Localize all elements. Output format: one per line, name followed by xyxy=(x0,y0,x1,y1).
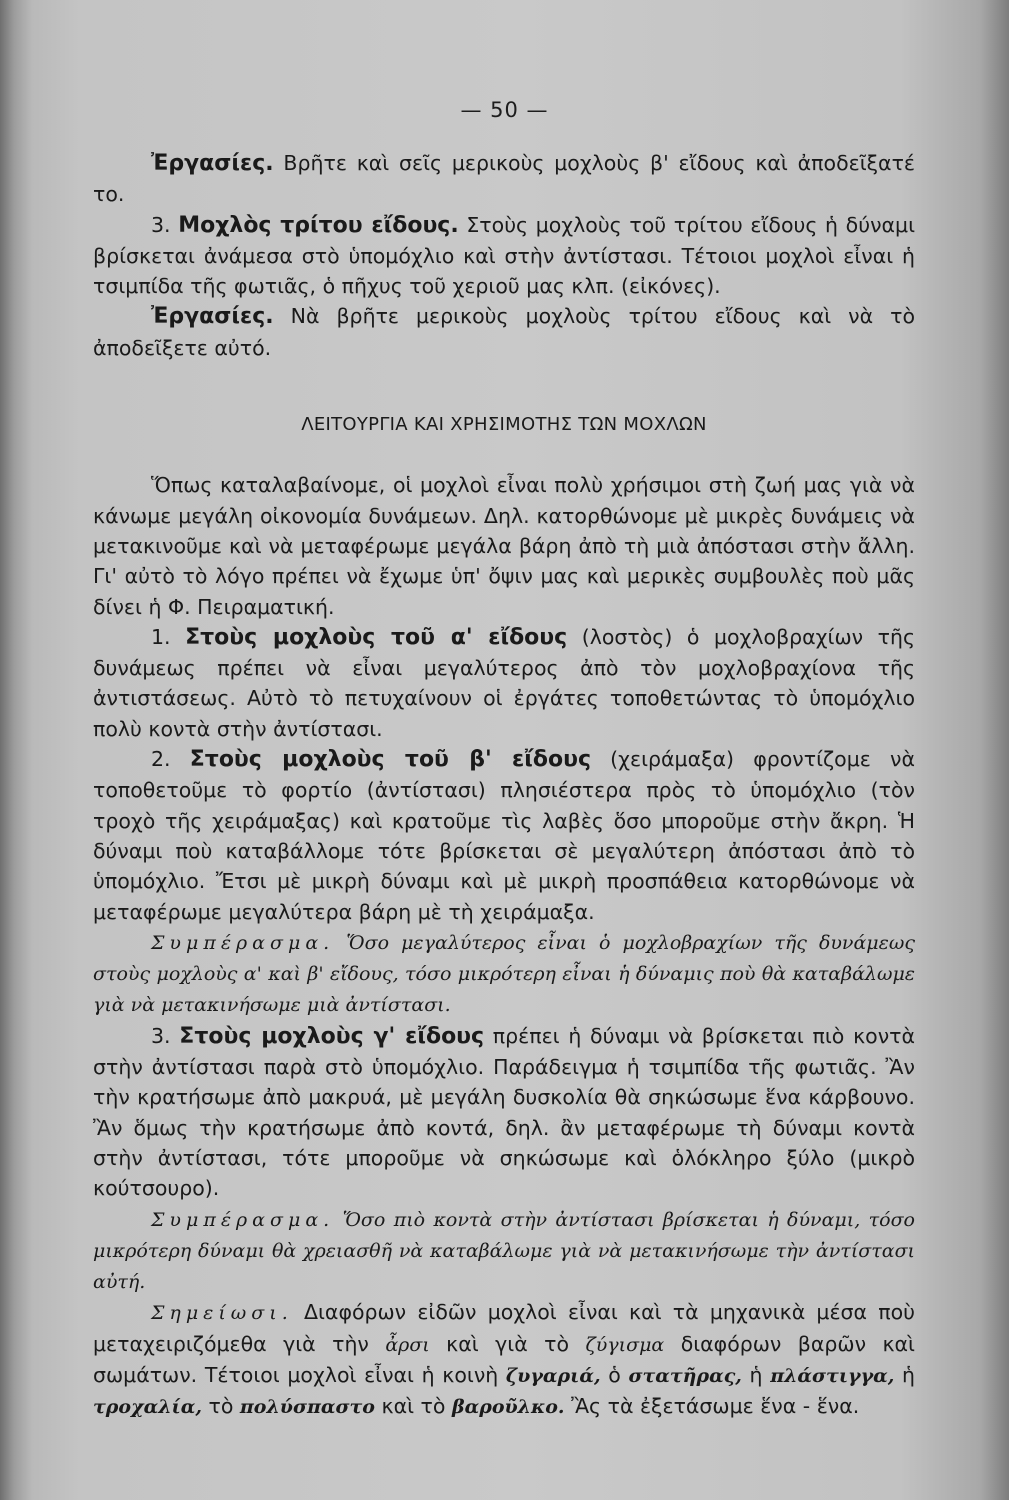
item-number: 3. xyxy=(151,212,179,237)
paragraph-text: ὁ xyxy=(600,1362,629,1387)
conclusion-text: Ὅσο πιὸ κοντὰ στὴν ἀντίστασι βρίσκεται ἡ δύναμι, τόσο μικρότερη δύναμι θὰ χρειασθῆ νὰ καταβάλωμε γιὰ νὰ μετακινήσωμε τὴν ἀντίστασι αὐτή. xyxy=(93,1208,915,1294)
paragraph-text: καὶ τὸ xyxy=(374,1394,452,1419)
paragraph-text: (λοστὸς) ὁ μοχλοβραχίων τῆς δυνάμεως πρέπει νὰ εἶναι μεγαλύτερος ἀπὸ τὸν μοχλοβραχίονα τῆς ἀντιστάσεως. Αὐτὸ τὸ πετυχαίνουν οἱ ἐργάτες τοποθετώντας τὸ ὑπομόχλιο πολὺ κοντὰ στὴν ἀντίστασι. xyxy=(93,624,915,741)
first-class-heading: Στοὺς μοχλοὺς τοῦ α' εἴδους xyxy=(185,624,568,650)
paragraph-text: Βρῆτε καὶ σεῖς μερικοὺς μοχλοὺς β' εἴδους καὶ ἀποδεῖξατέ το. xyxy=(93,151,915,207)
paragraph-text: διαφόρων βαρῶν καὶ σωμάτων. Τέτοιοι μοχλοὶ εἶναι ἡ κοινὴ xyxy=(93,1331,915,1387)
item-number: 1. xyxy=(151,624,186,649)
paragraph-conclusion-1 xyxy=(93,927,915,1021)
paragraph-exercise-2 xyxy=(93,301,915,363)
term-weighing: ζύγισμα xyxy=(585,1333,665,1356)
paragraph-text: Ὅπως καταλαβαίνομε, οἱ μοχλοὶ εἶναι πολὺ χρήσιμοι στὴ ζωή μας γιὰ νὰ κάνωμε μεγάλη οἰκονομία δυνάμεων. Δηλ. κατορθώνομε μὲ μικρὲς δυνάμεις νὰ μετακινοῦμε καὶ νὰ μεταφέρωμε μεγάλα βάρη ἀπὸ τὴ μιὰ ἀπόστασι στὴν ἄλλη. Γι' αὐτὸ τὸ λόγο πρέπει νὰ ἔχωμε ὑπ' ὄψιν μας καὶ μερικὲς συμβουλὲς ποὺ μᾶς δίνει ἡ Φ. Πειραματική. xyxy=(93,473,915,619)
paragraph-text: Στοὺς μοχλοὺς τοῦ τρίτου εἴδους ἡ δύναμι βρίσκεται ἀνάμεσα στὸ ὑπομόχλιο καὶ στὴν ἀντίστασι. Τέτοιοι μοχλοὶ εἶναι ἡ τσιμπίδα τῆς φωτιᾶς, ὁ πῆχυς τοῦ χεριοῦ μας κλπ. (εἰκόνες). xyxy=(93,212,916,299)
page-body xyxy=(93,148,915,1423)
item-number: 2. xyxy=(151,747,190,772)
term-scale: ζυγαριά, xyxy=(505,1364,601,1387)
paragraph-text: Νὰ βρῆτε μερικοὺς μοχλοὺς τρίτου εἴδους καὶ νὰ τὸ ἀποδεῖξετε αὐτό. xyxy=(93,304,915,360)
paragraph-second-class xyxy=(93,744,915,927)
paragraph-text: καὶ γιὰ τὸ xyxy=(429,1331,586,1356)
paragraph-note xyxy=(93,1297,915,1422)
section-title: ΛΕΙΤΟΥΡΓΙΑ ΚΑΙ ΧΡΗΣΙΜΟΤΗΣ ΤΩΝ ΜΟΧΛΩΝ xyxy=(301,414,707,436)
term-winch: βαροῦλκο. xyxy=(451,1396,565,1419)
exercise-heading: Ἐργασίες. xyxy=(151,151,274,176)
item-number: 3. xyxy=(151,1023,180,1048)
term-block-and-tackle: πολύσπαστο xyxy=(239,1396,375,1419)
third-class-lever-heading: Μοχλὸς τρίτου εἴδους. xyxy=(178,212,459,238)
paragraph-conclusion-2 xyxy=(93,1204,915,1298)
paragraph-intro xyxy=(93,470,915,621)
paragraph-text: (χειράμαξα) φροντίζομε νὰ τοποθετοῦμε τὸ φορτίο (ἀντίστασι) πλησιέστερα πρὸς τὸ ὑπομόχλιο (τὸν τροχὸ τῆς χειράμαξας) καὶ κρατοῦμε τὶς λαβὲς ὅσο μποροῦμε στὴν ἄκρη. Ἡ δύναμι ποὺ καταβάλλομε τότε βρίσκεται σὲ μεγαλύτερη ἀπόστασι ἀπὸ τὸ ὑπομόχλιο. Ἔτσι μὲ μικρὴ δύναμι καὶ μὲ μικρὴ προσπάθεια κατορθώνομε νὰ μεταφέρωμε μεγαλύτερα βάρη μὲ τὴ χειράμαξα. xyxy=(93,747,915,924)
term-steelyard: στατῆρας, xyxy=(628,1364,742,1387)
note-heading: Σημείωσι. xyxy=(151,1302,293,1325)
paragraph-text: ἡ xyxy=(741,1362,771,1387)
paragraph-exercise-1 xyxy=(93,148,915,210)
page-number: — 50 — xyxy=(460,98,549,122)
term-lifting: ἆρσι xyxy=(385,1333,430,1356)
conclusion-heading: Συμπέρασμα. xyxy=(151,931,335,954)
conclusion-heading: Συμπέρασμα. xyxy=(151,1208,335,1231)
conclusion-text: Ὅσο μεγαλύτερος εἶναι ὁ μοχλοβραχίων τῆς δυνάμεως στοὺς μοχλοὺς α' καὶ β' εἴδους, τόσο μικρότερη εἶναι ἡ δύναμις ποὺ θὰ καταβάλωμε γιὰ νὰ μετακινήσωμε μιὰ ἀντίστασι. xyxy=(93,931,915,1017)
paragraph-text: Διαφόρων εἰδῶν μοχλοὶ εἶναι καὶ τὰ μηχανικὰ μέσα ποὺ μεταχειριζόμεθα γιὰ τὴν xyxy=(93,1300,915,1356)
exercise-heading: Ἐργασίες. xyxy=(151,304,274,330)
paragraph-first-class xyxy=(93,622,915,744)
paragraph-text: τὸ xyxy=(201,1394,240,1419)
term-pulley: τροχαλία, xyxy=(93,1396,202,1419)
third-class-heading: Στοὺς μοχλοὺς γ' εἴδους xyxy=(179,1023,485,1049)
paragraph-third-class-lever xyxy=(93,210,915,302)
paragraph-third-class xyxy=(93,1021,915,1204)
term-balance: πλάστιγγα, xyxy=(770,1364,895,1387)
paragraph-text: ἡ xyxy=(894,1362,915,1387)
paragraph-text: πρέπει ἡ δύναμι νὰ βρίσκεται πιὸ κοντὰ στὴν ἀντίστασι παρὰ στὸ ὑπομόχλιο. Παράδειγμα ἡ τσιμπίδα τῆς φωτιᾶς. Ἂν τὴν κρατήσωμε ἀπὸ μακρυά, μὲ μεγάλη δυσκολία θὰ σηκώσωμε ἕνα κάρβουνο. Ἂν ὅμως τὴν κρατήσωμε ἀπὸ κοντά, δηλ. ἂν μεταφέρωμε τὴ δύναμι κοντὰ στὴν ἀντίστασι, τότε μποροῦμε νὰ σηκώσωμε καὶ ὁλόκληρο ξύλο (μικρὸ κούτσουρο). xyxy=(93,1023,915,1201)
paragraph-text: Ἂς τὰ ἐξετάσωμε ἕνα - ἕνα. xyxy=(564,1394,860,1419)
second-class-heading: Στοὺς μοχλοὺς τοῦ β' εἴδους xyxy=(189,747,591,773)
